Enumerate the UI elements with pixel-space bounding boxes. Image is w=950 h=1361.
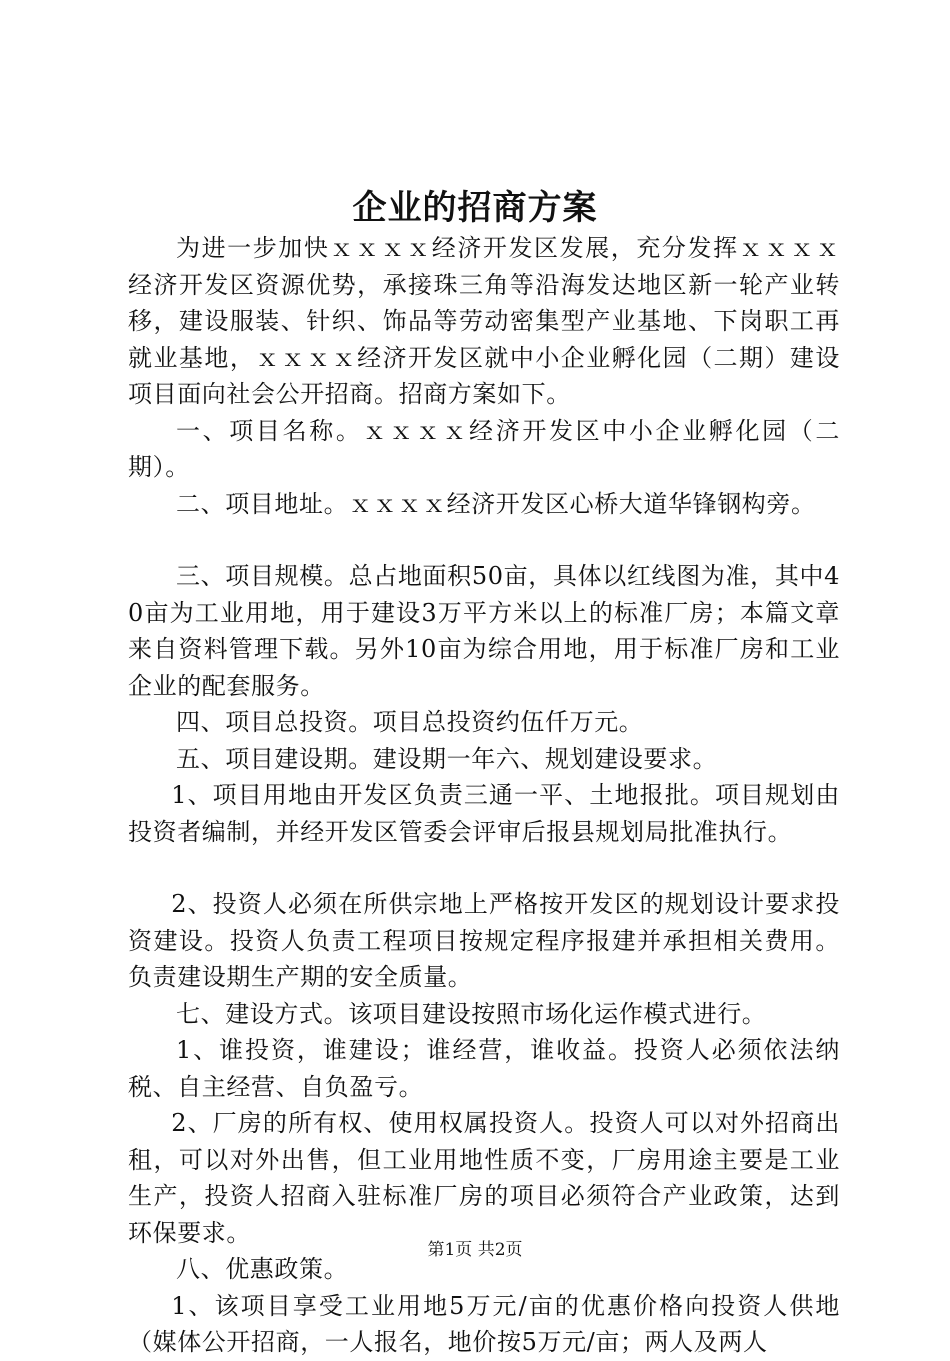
document-title: 企业的招商方案 <box>352 188 598 228</box>
paragraph-intro: 为进一步加快ｘｘｘｘ经济开发区发展，充分发挥ｘｘｘｘ经济开发区资源优势，承接珠三角等沿海发达地区新一轮产业转移，建设服装、针织、饰品等劳动密集型产业基地、下岗职工再就业基地，ｘｘｘｘ经济开发区就中小企业孵化园（二期）建设项目面向社会公开招商。招商方案如下。 <box>128 234 840 408</box>
paragraph-construction-period: 五、项目建设期。建设期一年六、规划建设要求。 <box>176 744 718 773</box>
paragraph-project-address: 二、项目地址。ｘｘｘｘ经济开发区心桥大道华锋钢构旁。 <box>176 489 816 518</box>
page-footer: 第1页 共2页 <box>427 1240 523 1260</box>
paragraph-total-investment: 四、项目总投资。项目总投资约伍仟万元。 <box>176 708 644 736</box>
paragraph-planning-item-1: 1、项目用地由开发区负责三通一平、土地报批。项目规划由投资者编制，并经开发区管委会评审后报县规划局批准执行。 <box>128 781 840 846</box>
paragraph-construction-mode: 七、建设方式。该项目建设按照市场化运作模式进行。 <box>176 999 767 1028</box>
paragraph-project-name: 一、项目名称。ｘｘｘｘ经济开发区中小企业孵化园（二期）。 <box>128 416 840 481</box>
paragraph-preferential-policy: 八、优惠政策。 <box>176 1255 349 1283</box>
paragraph-planning-item-2: 2、投资人必须在所供宗地上严格按开发区的规划设计要求投资建设。投资人负责工程项目按规定程序报建并承担相关费用。负责建设期生产期的安全质量。 <box>128 890 840 991</box>
paragraph-policy-item-1: 1、该项目享受工业用地5万元/亩的优惠价格向投资人供地（媒体公开招商，一人报名，地价按5万元/亩；两人及两人 <box>128 1291 840 1356</box>
paragraph-project-scale: 三、项目规模。总占地面积50亩，具体以红线图为准，其中40亩为工业用地，用于建设3万平方米以上的标准厂房；本篇文章来自资料管理下载。另外10亩为综合用地，用于标准厂房和工业企业的配套服务。 <box>128 562 840 700</box>
paragraph-mode-item-2: 2、厂房的所有权、使用权属投资人。投资人可以对外招商出租，可以对外出售，但工业用地性质不变，厂房用途主要是工业生产，投资人招商入驻标准厂房的项目必须符合产业政策，达到环保要求。 <box>128 1109 840 1247</box>
document-body <box>128 230 840 1361</box>
paragraph-mode-item-1: 1、谁投资，谁建设；谁经营，谁收益。投资人必须依法纳税、自主经营、自负盈亏。 <box>128 1036 840 1101</box>
